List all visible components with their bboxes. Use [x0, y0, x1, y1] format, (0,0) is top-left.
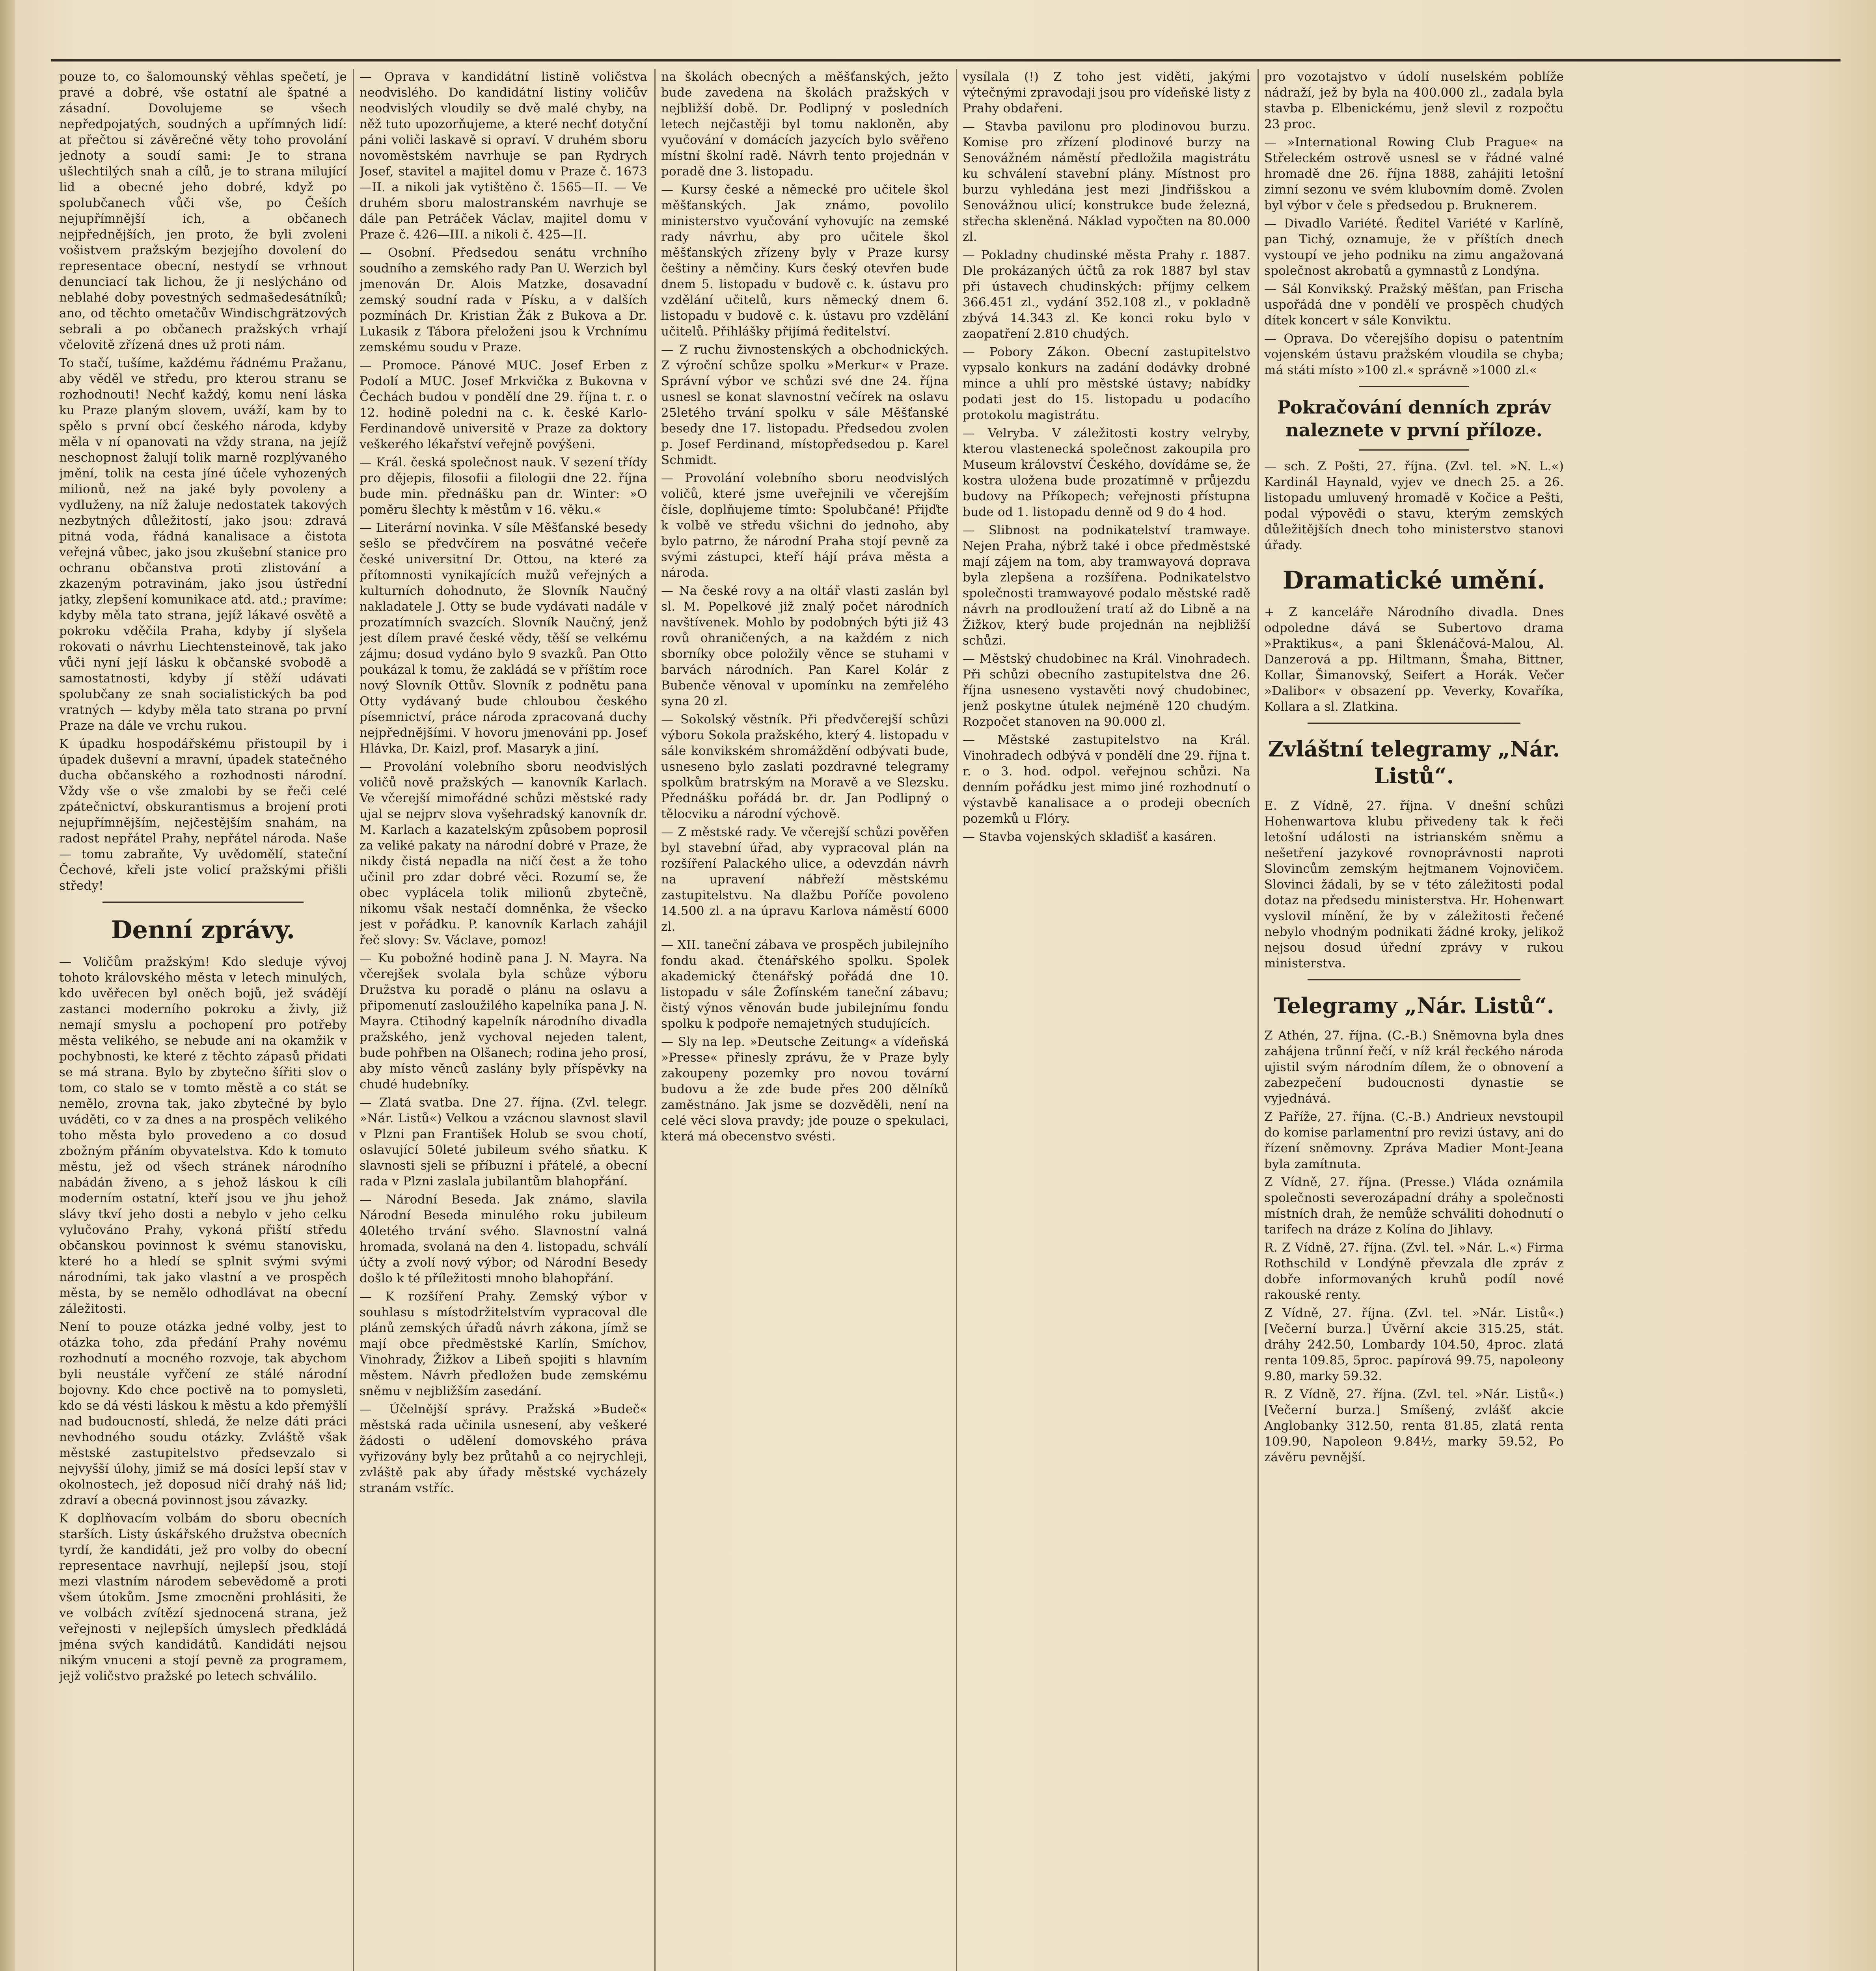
article-text: pouze to, co šalomounský věhlas spečetí, je pravé a dobré, vše ostatní ale špatné a zásadní. Dovolujeme se všech nepředpojatých, soudných a upřímných lidí: at přečtou si závěrečné věty toho provolání jednoty a soudí sami: Je to strana ušlechtilých snah a cílů, je to strana milující lid a obecné jeho dobré, když po spolubčanech vůči vše, po Češích nejupřímnější ich, a občanech nejpřednějších, jen proto, že byli zvoleni vošistvem pražským bezjejího dovolení do representace obecní, nestydí se vrhnout denunciací tak lichou, že ji neslýcháno od neblahé doby povestných sedmašedesátníků; ano, od těchto ometačův Windischgrätzových sebrali a po občanech pražských vrhají včelovitě zřízená dnes už proti nám. — [59, 70, 347, 352]
article-text: — Sál Konvikský. Pražský měšťan, pan Frischa uspořádá dne v pondělí ve prospěch chudých dítek koncert v sále Konviktu. — [1264, 282, 1564, 328]
continuation-note: Pokračování denních zpráv naleznete v první příloze. — [1277, 397, 1551, 441]
page-edge — [0, 0, 15, 1971]
article-text: E. Z Vídně, 27. října. V dnešní schůzi Hohenwartova klubu přivedeny tak k řeči letošní události na istrianském sněmu a nešetření jazykové rovnoprávnosti naproti Slovincům zemským hejtmanem Vojnovičem. Slovinci žádali, by se v této záležitosti podal dotaz na předsedu ministerstva. Hr. Hohenwart vyslovil mínění, že by v záležitosti řečené nebylo vhodným podnikati žádné kroky, jelikož nejsou dosud úřední zprávy v rukou ministerstva. — [1264, 799, 1564, 971]
article-text: — Velryba. V záležitosti kostry velryby, kterou vlastenecká společnost zakoupila pro Museum království Českého, dovídáme se, že kostra uložena bude prozatímně v průjezdu budovy na Příkopech; veřejnosti přístupna bude od 1. listopadu denně od 9 do 4 hod. — [963, 426, 1250, 519]
section-heading: Telegramy „Nár. Listů“. — [1274, 993, 1554, 1018]
article-text: na školách obecných a měšťanských, ježto bude zavedena na školách pražských v nejbližší době. Dr. Podlipný v posledních letech nejčastěji byl tomu nakloněn, aby vyučování v domácích jazycích bylo svěřeno místní školní radě. Návrh tento projednán v poradě dne 3. listopadu. — [661, 70, 949, 179]
article-text: — Osobní. Předsedou senátu vrchního soudního a zemského rady Pan U. Werzich byl jmenován Dr. Alois Matzke, dosavadní zemský soudní rada v Písku, a v dalších pozmínách Dr. Kristian Žák z Bukova a Dr. Lukasik z Tábora přeloženi jsou k Vrchnímu zemskému soudu v Praze. — [360, 246, 647, 354]
article-text: — Stavba vojenských skladišť a kasáren. — [963, 830, 1217, 844]
article-text: — Provolání volebního sboru neodvislých voličů nově pražských — kanovník Karlach. Ve včerejší mimořádné schůzi městské rady ujal se nejprv slova vyšehradský kanovník dr. M. Karlach a kazatelským způsobem poprosil za veliké pakaty na národní dobré v Praze, že nikdy čistá nepadla na ničí čest a že toho učinil pro zdar dobré věci. Rozumí se, že obec vyplácela tolik milionů zbytečně, nikomu však nestačí domněnka, že všecko jest v pořádku. P. kanovník Karlach zahájil řeč slovy: Sv. Václave, pomoz! — [360, 760, 647, 947]
article-text: — Slibnost na podnikatelství tramwaye. Nejen Praha, nýbrž také i obce předměstské mají zájem na tom, aby tramwayová doprava byla zlepšena a rozšířena. Podnikatelstvo společnosti tramwayové podalo městské radě návrh na prodloužení tratí až do Libně a na Žižkov, který bude projednán na nejbližší schůzi. — [963, 523, 1250, 648]
article-text: — Sly na lep. »Deutsche Zeitung« a vídeňská »Presse« přinesly zprávu, že v Praze byly zakoupeny pozemky pro novou tovární budovu a že zde bude přes 200 dělníků zaměstnáno. Jak jsme se dozvěděli, není na celé věci slova pravdy; jde pouze o spekulaci, která má obecenstvo svésti. — [661, 1035, 949, 1144]
article-text: — Divadlo Variété. Ředitel Variété v Karlíně, pan Tichý, oznamuje, že v příštích dnech vystoupí ve jeho podniku na zimu angažovaná společnost akrobatů a gymnastů z Londýna. — [1264, 216, 1564, 278]
article-text: — Provolání volebního sboru neodvislých voličů, které jsme uveřejnili ve včerejším čísle, doplňujeme tímto: Spolubčané! Přijďte k volbě ve středu všichni do jednoho, aby bylo patrno, že národní Praha stojí pevně za svými zástupci, kteří hájí práva města a národa. — [661, 471, 949, 580]
article-text: — K rozšíření Prahy. Zemský výbor v souhlasu s místodržitelstvím vypracoval dle plánů zemských úřadů návrh zákona, jímž se mají obce předměstské Karlín, Smíchov, Vinohrady, Žižkov a Libeň spojiti s hlavním městem. Návrh předložen bude zemskému sněmu v nejbližším zasedání. — [360, 1289, 647, 1398]
section-heading: Denní zprávy. — [111, 915, 295, 944]
top-rule — [51, 59, 1841, 61]
article-text: + Z kanceláře Národního divadla. Dnes odpoledne dává se Subertovo drama »Praktikus«, a pani Šklenáčová-Malou, Al. Danzerová a pp. Hiltmann, Šmaha, Bittner, Kollar, Šimanovský, Seifert a Horák. Večer »Dalibor« v obsazení pp. Veverky, Kovaříka, Kollara a sl. Zlatkina. — [1264, 605, 1564, 714]
article-text: Z Paříže, 27. října. (C.-B.) Andrieux nevstoupil do komise parlamentní pro revizi ústavy, ani do řízení sněmovny. Zpráva Madier Mont-Jeana byla zamítnuta. — [1264, 1110, 1564, 1171]
article-text: — Sokolský věstník. Při předvčerejší schůzi výboru Sokola pražského, který 4. listopadu v sále konvikském shromáždění odbývati bude, usneseno bylo zaslati pozdravné telegramy spolkům bratrským na Moravě a ve Slezsku. Přednášku pořádá br. dr. Jan Podlipný o tělocviku a národní výchově. — [661, 712, 949, 821]
article-text: Není to pouze otázka jedné volby, jest to otázka toho, zda předání Prahy novému rozhodnutí a mocného rozvoje, tak abychom byli neustále vyřčení ze stálé národní bojovny. Kdo chce poctivě na to pomysleti, kdo se dá vésti láskou k městu a kdo přemýšlí nad budoucností, shledá, že nelze dáti práci nevhodného soudu otázky. Zvláště však městské zastupitelstvo předsevzalo si nejvyšší úlohy, jimiž se má dosíci lepší stav v okolnostech, jež doposud ničí drahý náš lid; zdraví a obecná povinnost jsou závazky. — [59, 1320, 347, 1507]
article-text: — Stavba pavilonu pro plodinovou burzu. Komise pro zřízení plodinové burzy na Senovážném náměstí předložila magistrátu ku schválení stavební plány. Místnost pro burzu vyhledána jest mezi Jindřišskou a Senovážnou ulicí; konstrukce bude železná, střecha skleněná. Náklad vypočten na 80.000 zl. — [963, 119, 1250, 244]
article-text: vysílala (!) Z toho jest viděti, jakými výtečnými zpravodaji jsou pro vídeňské listy z Prahy obdařeni. — [963, 70, 1250, 116]
column-2 — [360, 69, 647, 1971]
article-text: To stačí, tušíme, každému řádnému Pražanu, aby věděl ve středu, pro kterou stranu se rozhodnouti! Nechť každý, komu není láska ku Praze planým slovem, uváží, kam by to spělo s první obcí českého národa, kdyby měla v ní opanovati na vždy strana, na jejíž neschopnost žalují tolik marně rozplývaného jmění, tolik na cesta jíné účele vyhozených milionů, než na jaké byly povoleny a vydluženy, na níž žaluje nedostatek takových nezbytných důležitostí, jako jsou: zdravá pitná voda, řádná kanalisace a čistota veřejná vůbec, jako jsou zkušební stanice pro ochranu občanstva proti zlistování a zkazeným potravinám, jako jsou ústřední jatky, zlepšení komunikace atd. atd.; pravíme: kdyby měla tato strana, jejíž lákavé osvětě a pokroku vděčila Praha, kdyby jí slyšela rokovati o návrhu Liechtensteinově, tak jako vůči nyní její lásku k občanské svobodě a samostatnosti, kdyby jí stěží udávati spolubčany ze snah socialistických ba pod vratných — kdyby měla tato strana po první Praze na dále ve vrchu rukou. — [59, 356, 347, 733]
section-divider — [1359, 386, 1469, 387]
article-text: — Král. česká společnost nauk. V sezení třídy pro dějepis, filosofii a filologii dne 22. října bude min. přednášku pan dr. Winter: »O poměru šlechty k městům v 16. věku.« — [360, 455, 647, 517]
article-text: Z Vídně, 27. října. (Zvl. tel. »Nár. Listů«.) [Večerní burza.] Úvěrní akcie 315.25, stát. dráhy 242.50, Lombardy 104.50, 4proc. zlatá renta 109.85, 5proc. papírová 99.75, napoleony 9.80, marky 59.32. — [1264, 1306, 1564, 1383]
article-text: R. Z Vídně, 27. října. (Zvl. tel. »Nár. Listů«.) [Večerní burza.] Smíšený, zvlášť akcie Anglobanky 312.50, renta 81.85, zlatá renta 109.90, Napoleon 9.84½, marky 59.52, Po závěru pevnější. — [1264, 1387, 1564, 1464]
article-text: — Z ruchu živnostenských a obchodnických. Z výroční schůze spolku »Merkur« v Praze. Správní výbor ve schůzi své dne 24. října usnesl se konat slavnostní večírek na oslavu 25letého trvání spolku v sále Měšťanské besedy dne 17. listopadu. Předsedou zvolen p. Josef Ferdinand, místopředsedou p. Karel Schmidt. — [661, 343, 949, 467]
section-divider — [1359, 449, 1469, 451]
article-text: — Zlatá svatba. Dne 27. října. (Zvl. telegr. »Nár. Listů«) Velkou a vzácnou slavnost slavil v Plzni pan František Holub se svou chotí, oslavující 50leté jubileum svého sňatku. K slavnosti sjeli se příbuzní i přátelé, a obecní rada v Plzni zaslala jubilantům blahopřání. — [360, 1095, 647, 1189]
column-separator — [1257, 69, 1259, 1971]
article-text: — Městský chudobinec na Král. Vinohradech. Při schůzi obecního zastupitelstva dne 26. října usneseno vystavěti nový chudobinec, jenž poskytne útulek nejméně 120 chudým. Rozpočet stanoven na 90.000 zl. — [963, 652, 1250, 729]
article-text: R. Z Vídně, 27. října. (Zvl. tel. »Nár. L.«) Firma Rothschild v Londýně převzala dle zpráv z dobře informovaných kruhů podíl nové rakouské renty. — [1264, 1241, 1564, 1302]
article-text: — XII. taneční zábava ve prospěch jubilejního fondu akad. čtenářského spolku. Spolek akademický čtenářský pořádá dne 10. listopadu v sále Žofínském taneční zábavu; čistý výnos věnován bude jubilejnímu fondu spolku k podpoře nemajetných studujících. — [661, 938, 949, 1031]
article-text: — Promoce. Pánové MUC. Josef Erben z Podolí a MUC. Josef Mrkvička z Bukovna v Čechách budou v pondělí dne 29. října t. r. o 12. hodině poledni na c. k. české Karlo-Ferdinandově universitě v Praze za doktory veškerého lékařství veřejně povýšeni. — [360, 358, 647, 451]
article-text: — Kursy české a německé pro učitele škol měšťanských. Jak známo, povolilo ministerstvo vyučování vyhovujíc na zemské rady návrhu, aby pro učitele škol měšťanských zřízeny byly v Praze kursy češtiny a němčiny. Kurs český otevřen bude dnem 5. listopadu v budově c. k. ústavu pro vzdělání učitelů, kurs německý dnem 6. listopadu v budově c. k. ústavu pro vzdělání učitelů. Přihlášky přijímá ředitelství. — [661, 183, 949, 339]
article-text: K úpadku hospodářskému přistoupil by i úpadek duševní a mravní, úpadek statečného ducha občanského a rozhodnosti národní. Vždy vše o vše zmalobi by se řeči celé zpátečnictví, obskurantismus a brojení proti nejupřímnějším, nejčestějším snahám, na radost nepřátel Prahy, nepřátel národa. Naše — tomu zabraňte, Vy uvědomělí, stateční Čechové, křeli jste volicí pražskými přišli středy! — [59, 737, 347, 893]
article-text: — Národní Beseda. Jak známo, slavila Národní Beseda minulého roku jubileum 40letého trvání svého. Slavnostní valná hromada, svolaná na den 4. listopadu, schválí účty a zvolí nový výbor; od Národní Besedy došlo k té příležitosti mnoho blahopřání. — [360, 1192, 647, 1285]
article-text: — sch. Z Pošti, 27. října. (Zvl. tel. »N. L.«) Kardinál Haynald, vyjev ve dnech 25. a 26. listopadu umluvený hromadě v Kočice a Pešti, podal výpovědi o stavu, kterým zemských důležitějších dnech toho ministerstvo stanovi úřady. — [1264, 459, 1564, 552]
section-heading: Zvláštní telegramy „Nár. Listů“. — [1268, 736, 1560, 788]
article-text: — Pokladny chudinské města Prahy r. 1887. Dle prokázaných účtů za rok 1887 byl stav při ústavech chudinských: příjmy celkem 366.451 zl., vydání 352.108 zl., v pokladně zbývá 14.343 zl. Ke konci roku bylo v zaopatření 2.810 chudých. — [963, 248, 1250, 341]
section-heading: Dramatické umění. — [1282, 566, 1546, 594]
article-text: — Městské zastupitelstvo na Král. Vinohradech odbývá v pondělí dne 29. října t. r. o 3. hod. odpol. veřejnou schůzi. Na denním pořádku jest mimo jiné rozhodnutí o výstavbě kanalisace a o prodeji obecních pozemků u Flóry. — [963, 733, 1250, 826]
column-1 — [59, 69, 347, 1971]
article-text: — Účelnější správy. Pražská »Budeč« městská rada učinila usnesení, aby veškeré žádosti o udělení domovského práva vyřizovány byly bez průtahů a co nejrychleji, zvláště pak aby úřady městské vycházely stranám vstříc. — [360, 1402, 647, 1495]
article-text: Z Vídně, 27. října. (Presse.) Vláda oznámila společnosti severozápadní dráhy a společnosti místních drah, že nemůže schváliti dohodnutí o tarifech na dráze z Kolína do Jihlavy. — [1264, 1175, 1564, 1237]
section-divider — [102, 902, 304, 903]
article-text: pro vozotajstvo v údolí nuselském poblíže nádraží, jež by byla na 400.000 zl., zadala byla stavba p. Elbenickému, jenž slevil z rozpočtu 23 proc. — [1264, 70, 1564, 131]
column-separator — [956, 69, 957, 1971]
article-text: — Pobory Zákon. Obecní zastupitelstvo vypsalo konkurs na zadání dodávky drobné mince a uhlí pro městské ústavy; nabídky podati jest do 15. listopadu u podacího protokolu magistrátu. — [963, 345, 1250, 422]
article-text: — Na české rovy a na oltář vlasti zaslán byl sl. M. Popelkové již znalý počet národních navštívenek. Mohlo by podobných býti již 43 rovů ohraničených, a na každém z nich sborníky obce položily věnce se stuhami v barvách národních. Pan Karel Kolár z Bubenče věnoval v upomínku na zemřelého syna 20 zl. — [661, 584, 949, 708]
section-divider — [1308, 979, 1520, 980]
article-text: — »International Rowing Club Prague« na Střeleckém ostrově usnesl se v řádné valné hromadě dne 26. října 1888, zahájiti letošní zimní sezonu ve svém klubovním domě. Zvolen byl výbor v čele s předsedou p. Bruknerem. — [1264, 135, 1564, 212]
article-text: Z Athén, 27. října. (C.-B.) Sněmovna byla dnes zahájena trůnní řečí, v níž král řeckého národa ujistil svým národním dílem, že o obnovení a zabezpečení budoucnosti dynastie se vyjednává. — [1264, 1028, 1564, 1106]
section-divider — [1308, 723, 1520, 724]
article-text: — Voličům pražským! Kdo sleduje vývoj tohoto královského města v letech minulých, kdo uvěřecen byl oněch bojů, jež svádějí zastanci moderního pokroku a živly, již nemají smyslu a pochopení pro potřeby města velikého, se nebude ani na okamžik v pochybnosti, ke které z těchto zápasů přidati se má strana. Bylo by zbytečno šířiti slov o tom, co stalo se v tomto městě a co stát se nemělo, zrovna tak, jako zbytečné by bylo uváděti, co v za dnes a na prospěch velikého toho města bylo provedeno a co dosud zbožným přáním obyvatelstva. Kdo k tomuto městu, jež od všech stránek národního nabádán živeno, a s jehož láskou k cíli moderním ostatní, kteří jsou ve jhu jehož slávy tkví jeho dosti a nebylo v jeho celku vylučováno Prahy, vykoná přiští středu občanskou povinnost k svému stanovisku, které ho a hledí se splnit svými svými národními, tak jako vlastní a ve prospěch města, by se nemělo odhodlávat na obecní záležitosti. — [59, 955, 347, 1316]
article-text: — Ku pobožné hodině pana J. N. Mayra. Na včerejšek svolala byla schůze výboru Družstva ku poradě o plánu na oslavu a připomenutí zasloužilého kapelníka pana J. N. Mayra. Ctihodný kapelník národního divadla pražského, jenž vychoval nejeden talent, bude pohřben na Olšanech; rodina jeho prosí, aby místo věnců zaslány byly příspěvky na chudé hudebníky. — [360, 951, 647, 1092]
column-separator — [654, 69, 656, 1971]
article-text: — Literární novinka. V síle Měšťanské besedy sešlo se předvčírem na posvátné večeře české universitní Dr. Ottou, na které za přítomnosti vynikajících mužů veřejných a kulturních dohodnuto, že Slovník Naučný nakladatele J. Otty se bude vydávati nadále v prozatímních svazcích. Slovník Naučný, jenž jest dílem pravé české vědy, těší se velkému zájmu; dosud vydáno bylo 9 svazků. Pan Otto poukázal k tomu, že zakládá se v příštím roce nový Slovník Ottův. Slovník z podnětu pana Otty vydávaný bude chloubou českého písemnictví, práce národa zpracovaná duchy nejpřednějšími. V hovoru jmenováni pp. Josef Hlávka, Dr. Kaizl, prof. Masaryk a jiní. — [360, 521, 647, 756]
article-text: — Oprava. Do včerejšího dopisu o patentním vojenském ústavu pražském vloudila se chyba; má státi místo »100 zl.« správně »1000 zl.« — [1264, 332, 1564, 377]
article-text: K doplňovacím volbám do sboru obecních starších. Listy úskářského družstva obecních tyrdí, že kandidáti, jež pro volby do obecní representace navrhují, nejlepší jsou, stojí mezi vlastním národem sebevědomě a proti všem útokům. Jsme zmocněni prohlásiti, že ve volbách zvítězí sjednocená strana, jež veřejnosti v nejlepších úmyslech předkládá jména svých kandidátů. Kandidáti nejsou nikým vnuceni a stojí pevně za programem, jejž voličstvo pražské po letech schválilo. — [59, 1511, 347, 1683]
article-text: — Z městské rady. Ve včerejší schůzi pověřen byl stavební úřad, aby vypracoval plán na rozšíření Palackého ulice, a odevzdán návrh na upravení nábřeží městskému zastupitelstvu. Na dlažbu Poříče povoleno 14.500 zl. a na úpravu Karlova náměstí 6000 zl. — [661, 825, 949, 934]
article-text: — Oprava v kandidátní listině voličstva neodvislého. Do kandidátní listiny voličův neodvislých vloudily se dvě malé chyby, na něž tuto upozorňujeme, a které nechť dotyční páni voliči laskavě si opraví. V druhém sboru novoměstském navrhuje se pan Rydrych Josef, stavitel a majitel domu v Praze č. 1673—II. a nikoli jak vytištěno č. 1565—II. — Ve druhém sboru malostranském navrhuje se dále pan Petráček Václav, majitel domu v Praze č. 426—III. a nikoli č. 425—II. — [360, 70, 647, 242]
column-4 — [963, 69, 1250, 1971]
column-5 — [1264, 69, 1564, 1971]
column-3 — [661, 69, 949, 1971]
column-separator — [353, 69, 354, 1971]
